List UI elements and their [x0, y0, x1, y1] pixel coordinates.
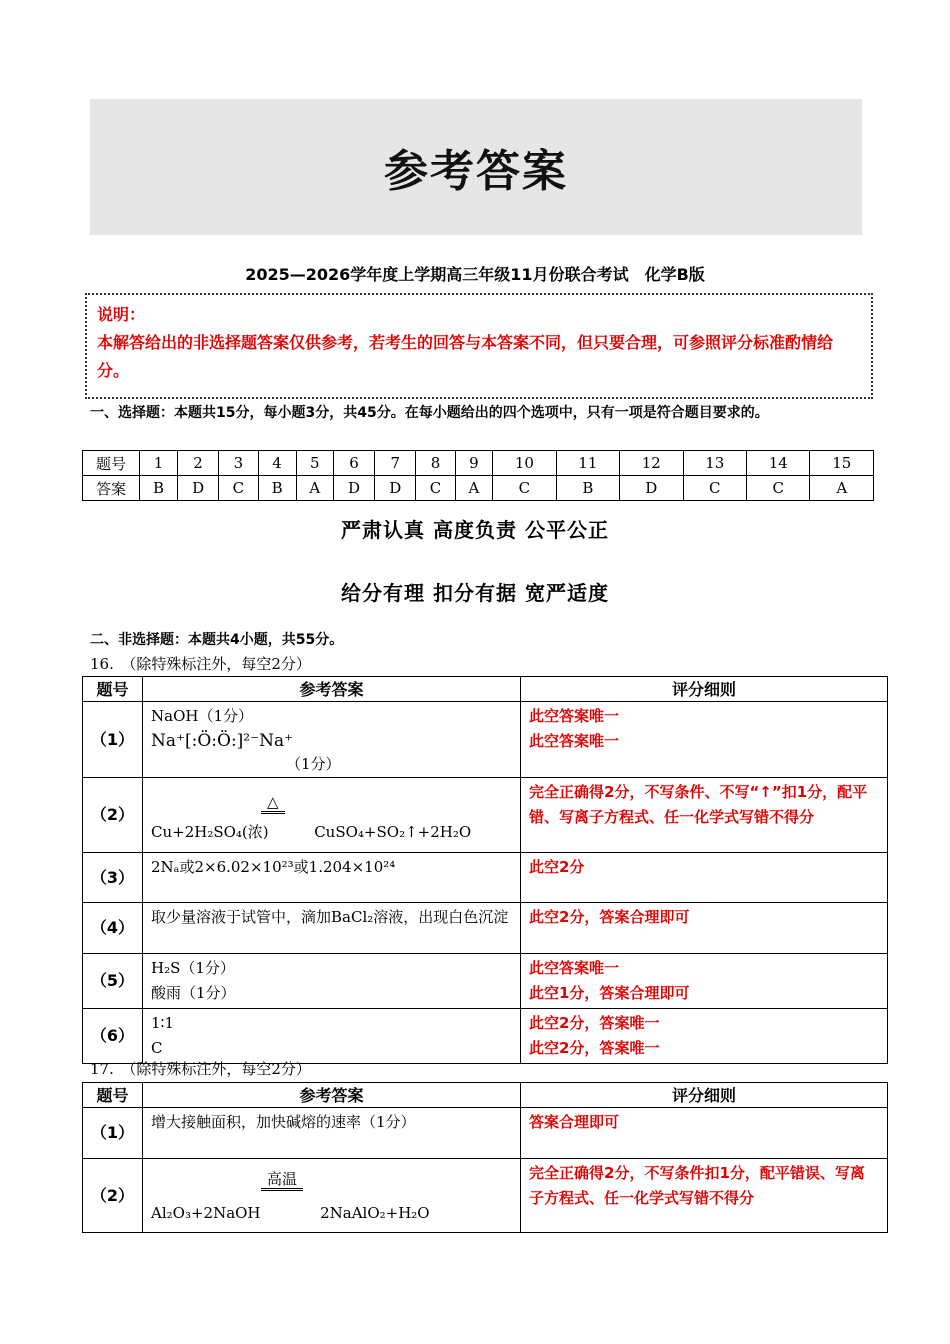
row-num: （1） [83, 1108, 143, 1159]
rule-cell: 答案合理即可 [521, 1108, 888, 1159]
equation [151, 1201, 512, 1226]
mc-answer: B [556, 476, 619, 501]
answer-cell: 2Nₐ或2×6.02×10²³或1.204×10²⁴ [143, 853, 521, 903]
mc-answer: C [416, 476, 455, 501]
condition-text: 高温 [261, 1170, 303, 1191]
mc-answer: C [683, 476, 746, 501]
condition-symbol: △ [261, 793, 285, 814]
mc-num: 15 [810, 451, 874, 476]
answer-cell [143, 954, 521, 1009]
mc-num: 1 [140, 451, 178, 476]
mc-answer: A [810, 476, 874, 501]
answer-cell [143, 778, 521, 853]
table-row [83, 903, 888, 954]
rule-cell: 完全正确得2分，不写条件扣1分，配平错误、写离子方程式、任一化学式写错不得分 [521, 1159, 888, 1233]
table-row [83, 853, 888, 903]
table-row [83, 702, 888, 778]
equation-left: Cu+2H₂SO₄(浓) [151, 823, 269, 841]
note-heading: 说明： [97, 305, 146, 324]
banner-title: 参考答案 [384, 146, 568, 197]
col-header-rule: 评分细则 [521, 677, 888, 702]
mc-answer: A [455, 476, 492, 501]
equation-right: CuSO₄+SO₂↑+2H₂O [314, 823, 472, 841]
mc-answer: B [258, 476, 296, 501]
mc-num: 8 [416, 451, 455, 476]
row-num: （1） [83, 702, 143, 778]
rule-line: 此空1分，答案合理即可 [529, 984, 690, 1002]
mc-num: 4 [258, 451, 296, 476]
mc-num: 14 [747, 451, 810, 476]
answer-cell [143, 1009, 521, 1064]
rule-line: 此空2分，答案唯一 [529, 1014, 660, 1032]
answer-cell: 增大接触面积，加快碱熔的速率（1分） [143, 1108, 521, 1159]
mc-num: 2 [178, 451, 219, 476]
answer-line: 酸雨（1分） [151, 984, 236, 1002]
table-row [83, 954, 888, 1009]
mc-label: 题号 [83, 451, 140, 476]
mc-num: 12 [620, 451, 683, 476]
mc-num: 10 [493, 451, 556, 476]
reaction-condition [151, 1161, 512, 1193]
col-header-answer: 参考答案 [143, 1083, 521, 1108]
exam-title: 2025—2026学年度上学期高三年级11月份联合考试 化学B版 [245, 265, 705, 284]
mc-num: 11 [556, 451, 619, 476]
note-text: 本解答给出的非选择题答案仅供参考，若考生的回答与本答案不同，但只要合理，可参照评分标准酌情给分。 [97, 333, 834, 380]
col-header-answer: 参考答案 [143, 677, 521, 702]
mc-num: 3 [219, 451, 258, 476]
rule-line: 此空2分，答案唯一 [529, 1039, 660, 1057]
equation-left: Al₂O₃+2NaOH [151, 1204, 261, 1222]
reaction-condition [151, 780, 512, 812]
mc-num: 6 [333, 451, 374, 476]
mc-answer: B [140, 476, 178, 501]
table-row [83, 1108, 888, 1159]
rule-cell [521, 1009, 888, 1064]
note-box [85, 293, 873, 399]
answer-line: H₂S（1分） [151, 959, 235, 977]
mc-answer: D [178, 476, 219, 501]
motto-line-1: 严肃认真 高度负责 公平公正 [341, 518, 609, 542]
mc-answer-row [83, 476, 874, 501]
table-row [83, 778, 888, 853]
row-num: （3） [83, 853, 143, 903]
col-header-num: 题号 [83, 677, 143, 702]
row-num: （5） [83, 954, 143, 1009]
mc-answer: C [747, 476, 810, 501]
answer-banner [90, 99, 862, 235]
col-header-rule: 评分细则 [521, 1083, 888, 1108]
row-num: （4） [83, 903, 143, 954]
table-row [83, 1159, 888, 1233]
rule-cell [521, 954, 888, 1009]
mc-num: 5 [296, 451, 333, 476]
answer-line: C [151, 1039, 163, 1057]
col-header-num: 题号 [83, 1083, 143, 1108]
answer-line: （1分） [286, 755, 341, 773]
rule-line: 此空答案唯一 [529, 732, 620, 750]
answer-line: NaOH（1分） [151, 707, 253, 725]
mc-label: 答案 [83, 476, 140, 501]
section2-title: 二、非选择题：本题共4小题，共55分。 [90, 632, 344, 648]
mc-answer: D [333, 476, 374, 501]
section1-title: 一、选择题：本题共15分，每小题3分，共45分。在每小题给出的四个选项中，只有一项是符合题目要求的。 [90, 405, 769, 421]
rule-line: 此空答案唯一 [529, 959, 620, 977]
rule-cell [521, 702, 888, 778]
mc-answer-table [82, 450, 874, 501]
rule-line: 此空答案唯一 [529, 707, 620, 725]
q16-note: 16. （除特殊标注外，每空2分） [90, 655, 311, 673]
answer-cell [143, 1159, 521, 1233]
row-num: （2） [83, 1159, 143, 1233]
mc-num: 13 [683, 451, 746, 476]
electron-formula: Na⁺[:Ö:Ö:]²⁻Na⁺ [151, 731, 294, 751]
mc-answer: A [296, 476, 333, 501]
row-num: （2） [83, 778, 143, 853]
rule-cell: 完全正确得2分，不写条件、不写“↑”扣1分，配平错、写离子方程式、任一化学式写错不得分 [521, 778, 888, 853]
mc-num: 9 [455, 451, 492, 476]
rule-cell: 此空2分 [521, 853, 888, 903]
mc-num: 7 [375, 451, 416, 476]
table-header-row [83, 677, 888, 702]
mc-number-row [83, 451, 874, 476]
row-num: （6） [83, 1009, 143, 1064]
motto-line-2: 给分有理 扣分有据 宽严适度 [341, 581, 609, 605]
mc-answer: C [219, 476, 258, 501]
q17-table [82, 1082, 888, 1233]
table-row [83, 1009, 888, 1064]
answer-cell: 取少量溶液于试管中，滴加BaCl₂溶液，出现白色沉淀 [143, 903, 521, 954]
equation-right: 2NaAlO₂+H₂O [320, 1204, 430, 1222]
q16-table [82, 676, 888, 1064]
answer-line: 1∶1 [151, 1014, 174, 1032]
rule-cell: 此空2分，答案合理即可 [521, 903, 888, 954]
answer-cell [143, 702, 521, 778]
q17-note: 17. （除特殊标注外，每空2分） [90, 1060, 311, 1078]
equation [151, 820, 512, 845]
mc-answer: C [493, 476, 556, 501]
mc-answer: D [620, 476, 683, 501]
table-header-row [83, 1083, 888, 1108]
mc-answer: D [375, 476, 416, 501]
